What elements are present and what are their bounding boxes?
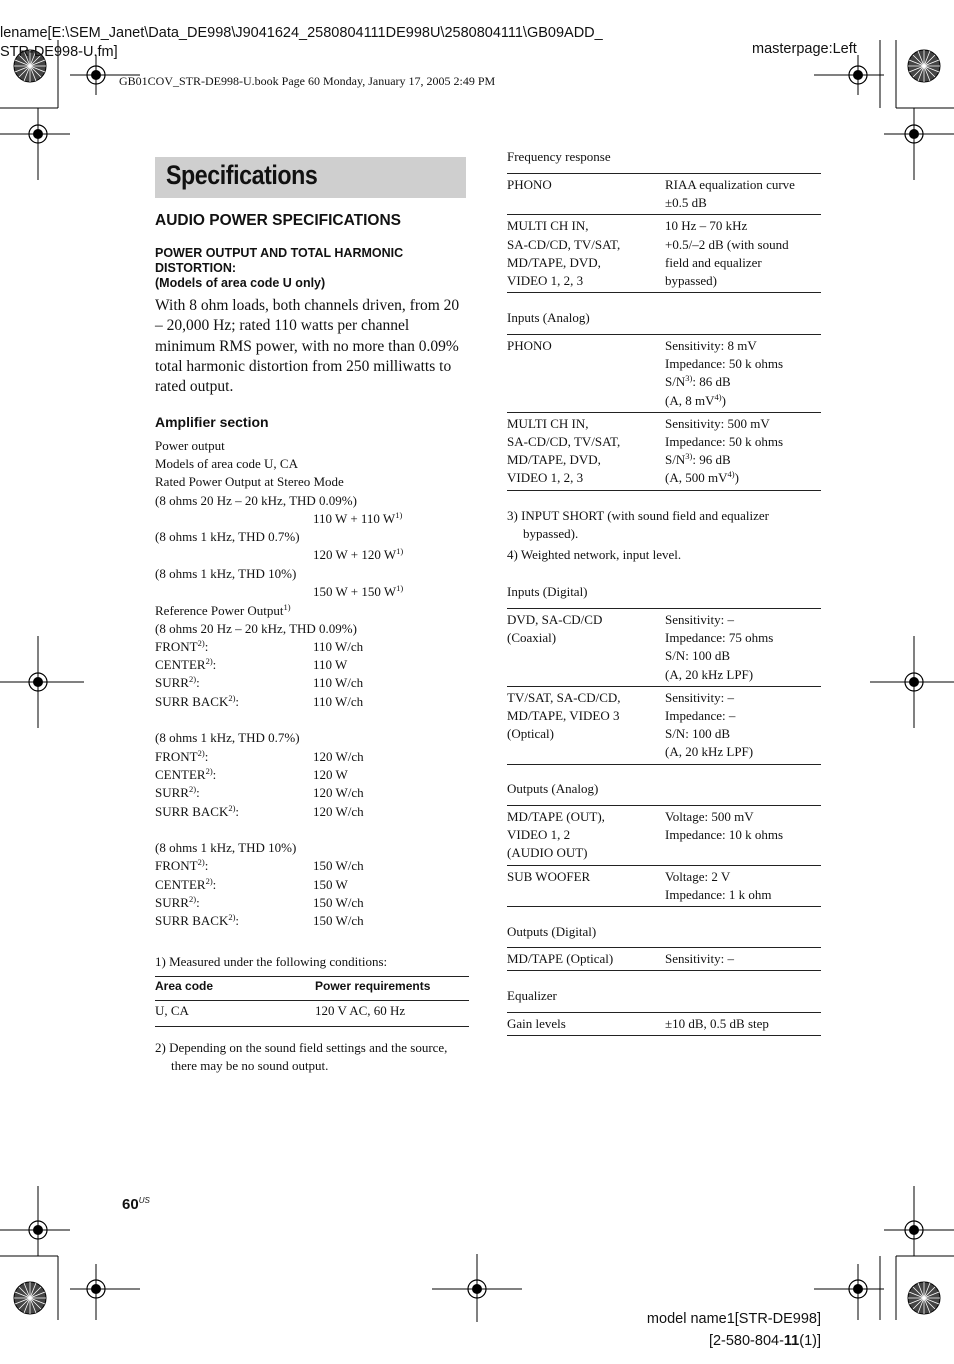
reference-condition: (8 ohms 20 Hz – 20 kHz, THD 0.09%): [155, 621, 357, 636]
digital-coaxial-spec: Sensitivity: – Impedance: 75 ohms S/N: 100 dB (A, 20 kHz LPF): [665, 609, 821, 687]
g1-front-value: 110 W/ch: [313, 639, 364, 654]
g3-center-value: 150 W: [313, 877, 348, 892]
inputs-digital-table: [507, 608, 821, 765]
g3-surr-label: SURR$^{2)}$:: [155, 894, 200, 910]
footnote-2: 2) Depending on the sound field settings and the source, there may be no sound output.: [155, 1040, 448, 1073]
freq-multi-spec: 10 Hz – 70 kHz +0.5/–2 dB (with sound field and equalizer bypassed): [665, 215, 821, 293]
inputs-analog-table: [507, 334, 821, 491]
value-a: 110 W + 110 $W^{1)}$: [313, 510, 403, 526]
out-audio-input: MD/TAPE (OUT), VIDEO 1, 2 (AUDIO OUT): [507, 806, 665, 866]
table-row: [507, 806, 821, 866]
g3-surr-value: 150 W/ch: [313, 895, 364, 910]
power-requirements-table: [155, 976, 469, 1027]
freq-multi-input: MULTI CH IN, SA-CD/CD, TV/SAT, MD/TAPE, DVD, VIDEO 1, 2, 3: [507, 215, 665, 293]
page-title: Specifications: [166, 160, 318, 190]
g2-surrback-value: 120 W/ch: [313, 804, 364, 819]
out-sub-spec: Voltage: 2 V Impedance: 1 k ohm: [665, 865, 821, 906]
analog-phono-spec: Sensitivity: 8 mV Impedance: 50 k ohms $S/N^{3)}$: 86 dB (A, 8 $mV^{4)}$): [665, 335, 821, 413]
footnote-1: 1) Measured under the following conditions:: [155, 954, 388, 969]
equalizer-title: Equalizer: [507, 988, 557, 1003]
value-c: 150 W + 150 $W^{1)}$: [313, 583, 404, 599]
masterpage-label: masterpage:Left: [752, 41, 857, 57]
area-code-subheading: (Models of area code U only): [155, 276, 326, 290]
table-row: [507, 174, 821, 215]
g2-surrback-label: SURR BACK$^{2)}$:: [155, 803, 240, 819]
page-number: $60^{US}$: [122, 1196, 150, 1213]
g3-center-label: CENTER$^{2)}$:: [155, 876, 217, 892]
filename-line-2: STR-DE998-U.fm]: [0, 44, 118, 60]
power-output-label: Power output: [155, 438, 225, 453]
freq-phono-spec: RIAA equalization curve ±0.5 dB: [665, 174, 821, 215]
freq-phono-input: PHONO: [507, 174, 665, 215]
table-row: [507, 412, 821, 490]
table-header-area: Area code: [155, 977, 315, 1001]
g2-surr-value: 120 W/ch: [313, 785, 364, 800]
table-row: [507, 215, 821, 293]
g3-condition: (8 ohms 1 kHz, THD 10%): [155, 840, 297, 855]
g2-condition: (8 ohms 1 kHz, THD 0.7%): [155, 730, 300, 745]
g1-surr-label: SURR$^{2)}$:: [155, 674, 200, 690]
g3-front-value: 150 W/ch: [313, 858, 364, 873]
ftc-paragraph: With 8 ohm loads, both channels driven, from 20 – 20,000 Hz; rated 110 watts per channel minimum RMS power, with no more than 0.09% total harmonic distortion from 250 milliwatts to rated output.: [155, 297, 460, 396]
filename-header: [0, 24, 660, 62]
digital-optical-spec: Sensitivity: – Impedance: – S/N: 100 dB (A, 20 kHz LPF): [665, 686, 821, 764]
filename-line-1: lename[E:\SEM_Janet\Data_DE998\J9041624_2580804111DE998U\2580804111\GB09ADD_: [0, 25, 603, 41]
table-cell-area: U, CA: [155, 1001, 315, 1027]
power-output-subheading: POWER OUTPUT AND TOTAL HARMONIC DISTORTION:: [155, 246, 404, 275]
out-sub-input: SUB WOOFER: [507, 865, 665, 906]
part-code-footer: [2-580-804-11(1)]: [708, 1333, 821, 1349]
equalizer-table: [507, 1012, 821, 1036]
inputs-analog-title: Inputs (Analog): [507, 310, 590, 325]
g2-front-value: 120 W/ch: [313, 749, 364, 764]
g1-center-value: 110 W: [313, 657, 348, 672]
out-optical-spec: Sensitivity: –: [665, 948, 821, 971]
g1-center-label: CENTER$^{2)}$:: [155, 656, 217, 672]
outputs-analog-title: Outputs (Analog): [507, 781, 599, 796]
table-row: [507, 948, 821, 971]
table-header-row: [155, 977, 469, 1001]
table-cell-power: 120 V AC, 60 Hz: [315, 1001, 469, 1027]
models-label: Models of area code U, CA: [155, 456, 298, 471]
analog-phono-input: PHONO: [507, 335, 665, 413]
g3-surrback-value: 150 W/ch: [313, 913, 364, 928]
out-audio-spec: Voltage: 500 mV Impedance: 10 k ohms: [665, 806, 821, 866]
reference-output-label: Reference Power Output$^{1)}$: [155, 602, 291, 618]
outputs-digital-title: Outputs (Digital): [507, 924, 597, 939]
g1-front-label: FRONT$^{2)}$:: [155, 638, 209, 654]
analog-multi-input: MULTI CH IN, SA-CD/CD, TV/SAT, MD/TAPE, DVD, VIDEO 1, 2, 3: [507, 412, 665, 490]
model-name-footer: model name1[STR-DE998]: [646, 1311, 821, 1327]
table-row: [507, 1013, 821, 1036]
condition-b: (8 ohms 1 kHz, THD 0.7%): [155, 529, 300, 544]
book-info: GB01COV_STR-DE998-U.book Page 60 Monday, January 17, 2005 2:49 PM: [119, 74, 496, 88]
table-row: [155, 1001, 469, 1027]
footnote-4: 4) Weighted network, input level.: [507, 547, 682, 562]
power-output-heading: [155, 246, 475, 291]
g1-surr-value: 110 W/ch: [313, 675, 364, 690]
eq-gain-spec: ±10 dB, 0.5 dB step: [665, 1013, 821, 1036]
footnote-3: 3) INPUT SHORT (with sound field and equalizer bypassed).: [507, 508, 769, 541]
outputs-digital-table: [507, 947, 821, 971]
g2-center-value: 120 W: [313, 767, 348, 782]
table-row: [507, 335, 821, 413]
outputs-analog-table: [507, 805, 821, 907]
g1-surrback-label: SURR BACK$^{2)}$:: [155, 693, 240, 709]
frequency-response-table: [507, 173, 821, 293]
condition-a: (8 ohms 20 Hz – 20 kHz, THD 0.09%): [155, 493, 357, 508]
table-row: [507, 865, 821, 906]
table-header-power: Power requirements: [315, 977, 469, 1001]
rated-output-label: Rated Power Output at Stereo Mode: [155, 474, 344, 489]
g1-surrback-value: 110 W/ch: [313, 694, 364, 709]
g3-surrback-label: SURR BACK$^{2)}$:: [155, 912, 240, 928]
condition-c: (8 ohms 1 kHz, THD 10%): [155, 566, 297, 581]
g2-surr-label: SURR$^{2)}$:: [155, 784, 200, 800]
digital-optical-input: TV/SAT, SA-CD/CD, MD/TAPE, VIDEO 3 (Optical): [507, 686, 665, 764]
digital-coaxial-input: DVD, SA-CD/CD (Coaxial): [507, 609, 665, 687]
eq-gain-input: Gain levels: [507, 1013, 665, 1036]
table-row: [507, 609, 821, 687]
g2-center-label: CENTER$^{2)}$:: [155, 766, 217, 782]
analog-multi-spec: Sensitivity: 500 mV Impedance: 50 k ohms $S/N^{3)}$: 96 dB (A, 500 $mV^{4)}$): [665, 412, 821, 490]
inputs-digital-title: Inputs (Digital): [507, 584, 588, 599]
out-optical-input: MD/TAPE (Optical): [507, 948, 665, 971]
value-b: 120 W + 120 $W^{1)}$: [313, 546, 404, 562]
amplifier-heading: Amplifier section: [155, 414, 269, 430]
audio-power-heading: AUDIO POWER SPECIFICATIONS: [155, 212, 402, 229]
g2-front-label: FRONT$^{2)}$:: [155, 748, 209, 764]
g3-front-label: FRONT$^{2)}$:: [155, 857, 209, 873]
frequency-response-title: Frequency response: [507, 149, 611, 164]
table-row: [507, 686, 821, 764]
